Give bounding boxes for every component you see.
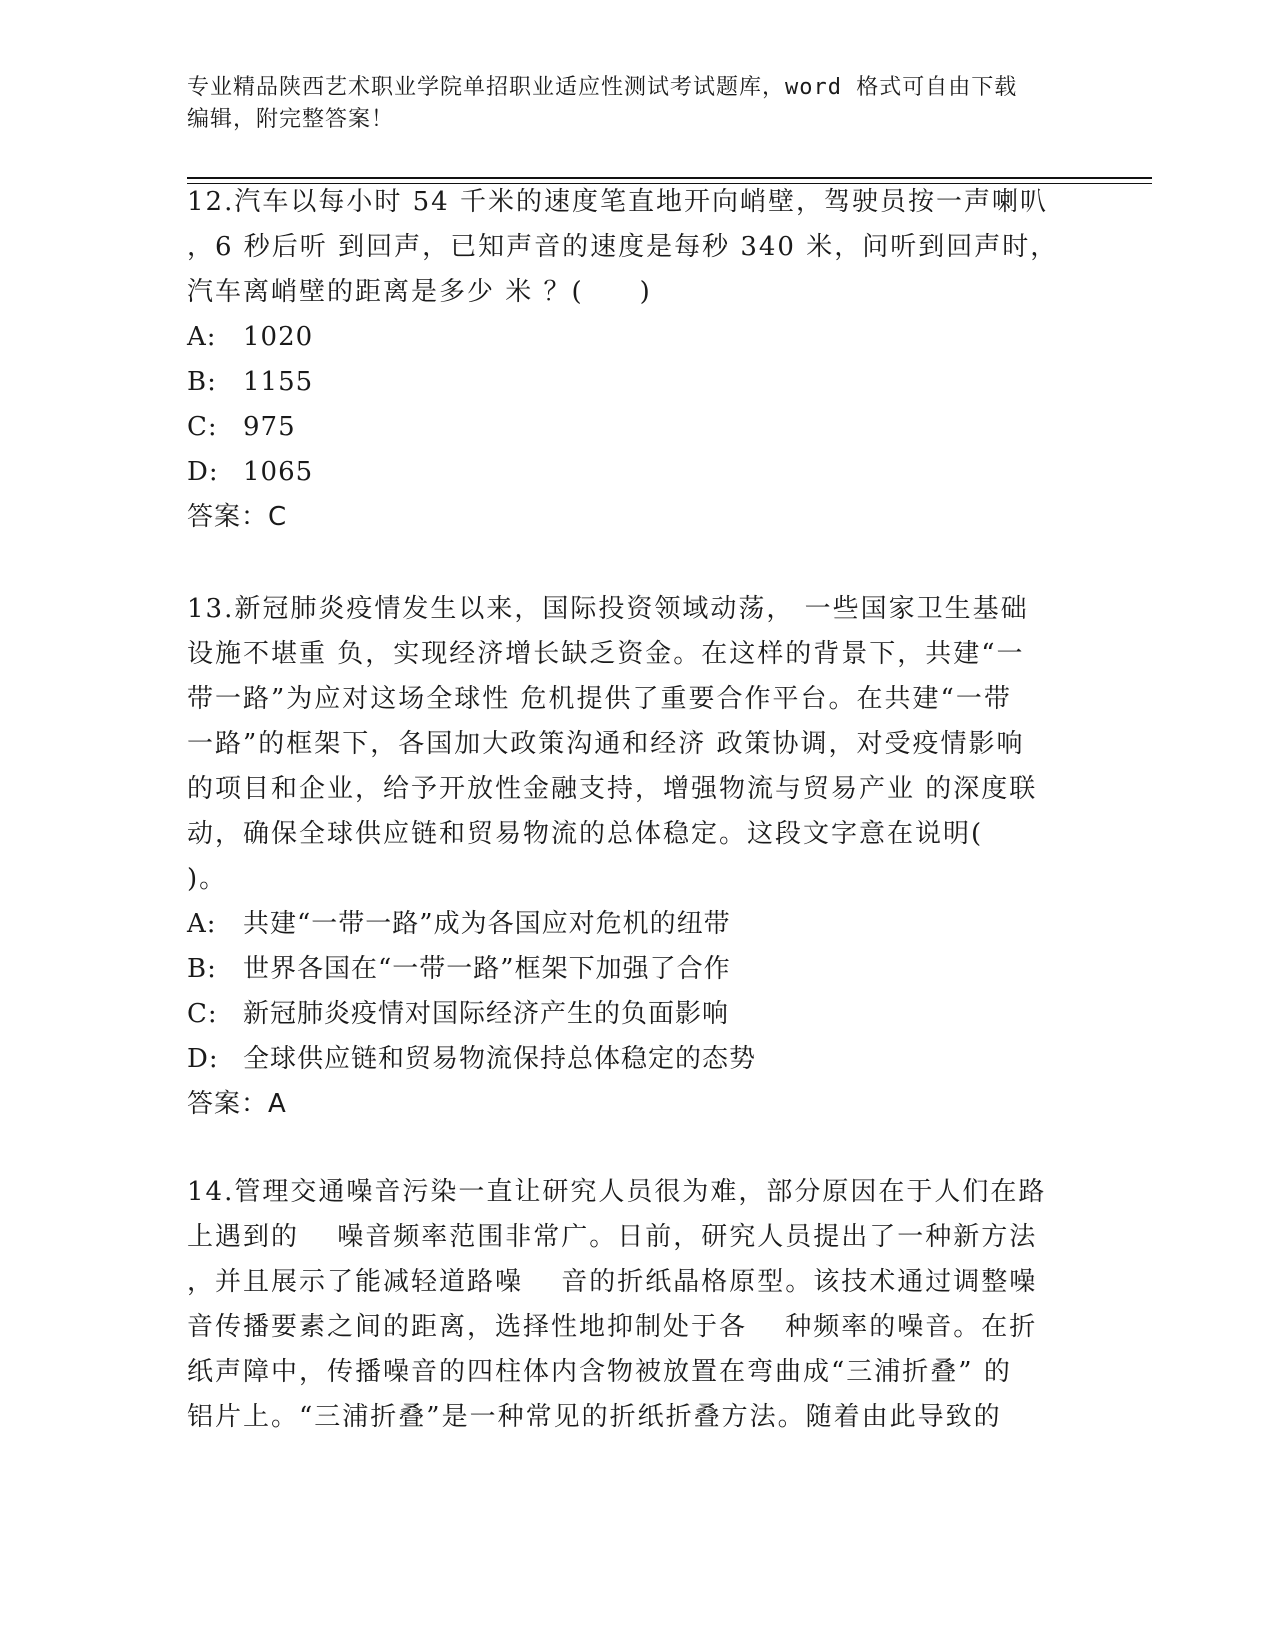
- header-rule-thick: [187, 177, 1152, 179]
- question-text-line: 动，确保全球供应链和贸易物流的总体稳定。这段文字意在说明(: [187, 819, 984, 849]
- option-text: 975: [243, 412, 296, 442]
- question-text-line: 纸声障中，传播噪音的四柱体内含物被放置在弯曲成“三浦折叠” 的: [187, 1357, 1012, 1387]
- question-text-line: 14.管理交通噪音污染一直让研究人员很为难，部分原因在于人们在路: [187, 1177, 1047, 1207]
- question-text-line: )。: [187, 864, 228, 894]
- question-text-line: 上遇到的 噪音频率范围非常广。日前，研究人员提出了一种新方法: [187, 1222, 1038, 1252]
- answer: 答案：C: [187, 502, 288, 532]
- option-key: C:: [187, 999, 218, 1029]
- option-key: A:: [187, 322, 217, 352]
- question-text-line: 音传播要素之间的距离，选择性地抑制处于各 种频率的噪音。在折: [187, 1312, 1038, 1342]
- option-b: [187, 947, 1077, 992]
- question-text-line: 12.汽车以每小时 54 千米的速度笔直地开向峭壁，驾驶员按一声喇叭: [187, 187, 1048, 217]
- option-text: 1155: [243, 367, 314, 397]
- question-13: [187, 587, 1077, 1127]
- option-d: [187, 1037, 1077, 1082]
- answer: 答案：A: [187, 1089, 287, 1119]
- question-12: [187, 180, 1077, 540]
- option-c: [187, 992, 1077, 1037]
- document-header: [187, 72, 1067, 136]
- option-key: B:: [187, 954, 217, 984]
- option-text: 1020: [243, 322, 314, 352]
- question-text-line: 带一路”为应对这场全球性 危机提供了重要合作平台。在共建“一带: [187, 684, 1012, 714]
- option-a: [187, 315, 1077, 360]
- option-key: D:: [187, 1044, 219, 1074]
- question-text-line: 13.新冠肺炎疫情发生以来，国际投资领域动荡， 一些国家卫生基础: [187, 594, 1029, 624]
- question-text-line: 的项目和企业，给予开放性金融支持，增强物流与贸易产业 的深度联: [187, 774, 1038, 804]
- question-text-line: ，6 秒后听 到回声，已知声音的速度是每秒 340 米，问听到回声时，: [187, 232, 1059, 262]
- question-text-line: 汽车离峭壁的距离是多少 米 ？( ): [187, 277, 652, 307]
- option-a: [187, 902, 1077, 947]
- question-14: [187, 1170, 1077, 1440]
- option-key: D:: [187, 457, 219, 487]
- header-line-2: 编辑，附完整答案！: [187, 107, 395, 132]
- option-d: [187, 450, 1077, 495]
- option-key: A:: [187, 909, 217, 939]
- question-text-line: 铝片上。“三浦折叠”是一种常见的折纸折叠方法。随着由此导致的: [187, 1402, 1002, 1432]
- option-text: 全球供应链和贸易物流保持总体稳定的态势: [243, 1044, 757, 1074]
- option-key: C:: [187, 412, 218, 442]
- header-line-1: 专业精品陕西艺术职业学院单招职业适应性测试考试题库，word 格式可自由下载: [187, 75, 1018, 100]
- option-b: [187, 360, 1077, 405]
- option-text: 共建“一带一路”成为各国应对危机的纽带: [243, 909, 731, 939]
- option-text: 世界各国在“一带一路”框架下加强了合作: [243, 954, 731, 984]
- question-text-line: 一路”的框架下，各国加大政策沟通和经济 政策协调，对受疫情影响: [187, 729, 1025, 759]
- option-c: [187, 405, 1077, 450]
- option-text: 1065: [243, 457, 314, 487]
- question-text-line: 设施不堪重 负，实现经济增长缺乏资金。在这样的背景下，共建“一: [187, 639, 1025, 669]
- option-text: 新冠肺炎疫情对国际经济产生的负面影响: [243, 999, 730, 1029]
- option-key: B:: [187, 367, 217, 397]
- question-text-line: ，并且展示了能减轻道路噪 音的折纸晶格原型。该技术通过调整噪: [187, 1267, 1038, 1297]
